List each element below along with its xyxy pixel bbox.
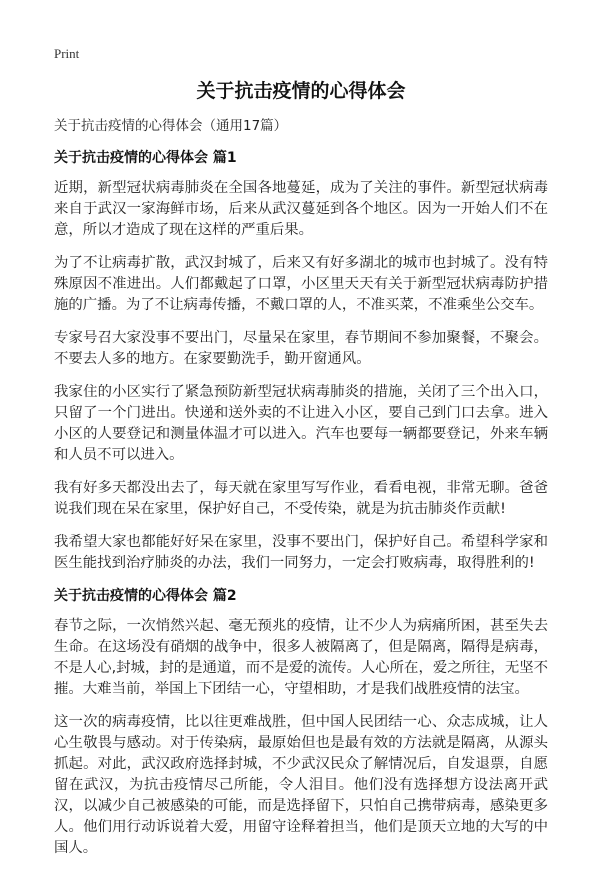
paragraph: 我家住的小区实行了紧急预防新型冠状病毒肺炎的措施，关闭了三个出入口，只留了一个门进出。快递和送外卖的不让进入小区，要自己到门口去拿。进入小区的人要登记和测量体温才可以进入。汽车也要每一辆都要登记，外来车辆和人员不可以进入。	[54, 384, 548, 463]
section-1	[54, 148, 548, 574]
paragraph: 我有好多天都没出去了，每天就在家里写写作业，看看电视，非常无聊。爸爸说我们现在呆在家里，保护好自己，不受传染，就是为抗击肺炎作贡献!	[54, 480, 548, 517]
section-heading: 关于抗击疫情的心得体会 篇2	[54, 588, 237, 604]
document-page	[54, 76, 548, 871]
paragraph: 近期，新型冠状病毒肺炎在全国各地蔓延，成为了关注的事件。新型冠状病毒来自于武汉一家海鲜市场，后来从武汉蔓延到各个地区。因为一开始人们不在意，所以才造成了现在这样的严重后果。	[54, 180, 548, 238]
document-subtitle: 关于抗击疫情的心得体会（通用17篇）	[54, 118, 288, 134]
print-link[interactable]: Print	[54, 46, 80, 61]
paragraph: 专家号召大家没事不要出门，尽量呆在家里，春节期间不参加聚餐，不聚会。不要去人多的地方。在家要勤洗手，勤开窗通风。	[54, 330, 548, 367]
paragraph: 为了不让病毒扩散，武汉封城了，后来又有好多湖北的城市也封城了。没有特殊原因不准进出。人们都戴起了口罩，小区里天天有关于新型冠状病毒防护措施的广播。为了不让病毒传播，不戴口罩的人，不准买菜，不准乘坐公交车。	[54, 255, 548, 313]
page-title: 关于抗击疫情的心得体会	[196, 80, 406, 102]
section-heading: 关于抗击疫情的心得体会 篇1	[54, 150, 237, 166]
section-2	[54, 586, 548, 859]
paragraph: 这一次的病毒疫情，比以往更难战胜，但中国人民团结一心、众志成城，让人心生敬畏与感动。对于传染病，最原始但也是最有效的方法就是隔离，从源头抓起。对此，武汉政府选择封城，不少武汉民众了解情况后，自发退票，自愿留在武汉，为抗击疫情尽己所能，令人泪目。他们没有选择想方设法离开武汉，以减少自己被感染的可能，而是选择留下，只怕自己携带病毒，感染更多人。他们用行动诉说着大爱，用留守诠释着担当，他们是顶天立地的大写的中国人。	[54, 714, 548, 856]
paragraph: 我希望大家也都能好好呆在家里，没事不要出门，保护好自己。希望科学家和医生能找到治疗肺炎的办法，我们一同努力，一定会打败病毒，取得胜利的!	[54, 534, 548, 571]
paragraph: 春节之际，一次悄然兴起、毫无预兆的疫情，让不少人为病痛所困，甚至失去生命。在这场没有硝烟的战争中，很多人被隔离了，但是隔离，隔得是病毒，不是人心,封城，封的是通道，而不是爱的流传。人心所在，爱之所往，无坚不摧。大难当前，举国上下团结一心，守望相助，才是我们战胜疫情的法宝。	[54, 618, 548, 697]
